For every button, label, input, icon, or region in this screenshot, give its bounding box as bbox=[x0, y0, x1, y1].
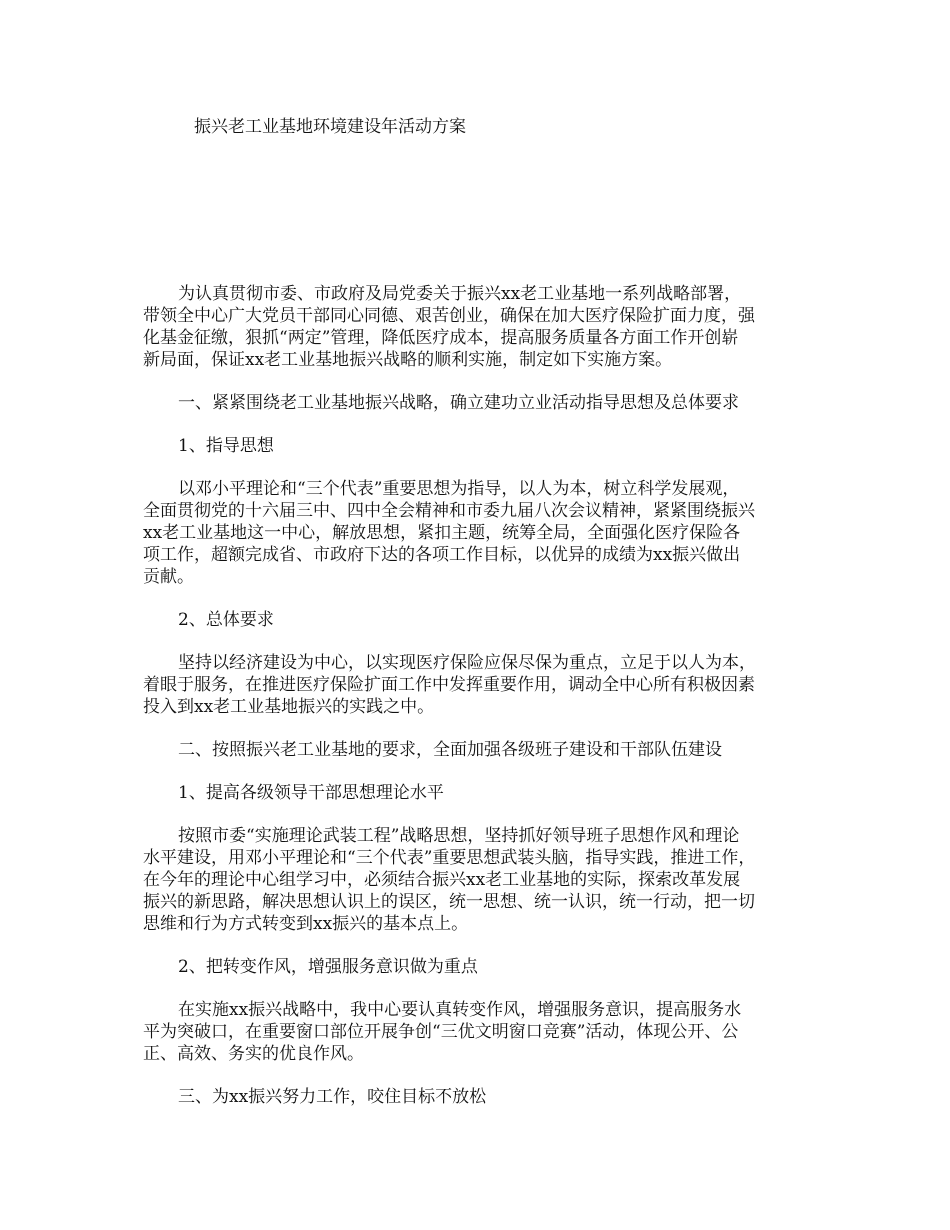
document-title: 振兴老工业基地环境建设年活动方案 bbox=[194, 117, 466, 137]
document-body bbox=[143, 283, 823, 1129]
guiding-thought-paragraph bbox=[143, 478, 823, 588]
service-awareness-paragraph bbox=[143, 999, 823, 1065]
text-line: 在今年的理论中心组学习中，必须结合振兴xx老工业基地的实际，探索改革发展 bbox=[143, 870, 741, 890]
subsection-heading-2-1: 1、提高各级领导干部思想理论水平 bbox=[178, 783, 444, 803]
text-line: 投入到xx老工业基地振兴的实践之中。 bbox=[143, 697, 435, 717]
text-line: 振兴的新思路，解决思想认识上的误区，统一思想、统一认识，统一行动，把一切 bbox=[143, 892, 755, 912]
text-line: 化基金征缴，狠抓“两定”管理，降低医疗成本，提高服务质量各方面工作开创崭 bbox=[143, 328, 739, 348]
text-line: 水平建设，用邓小平理论和“三个代表”重要思想武装头脑，指导实践，推进工作， bbox=[143, 848, 756, 868]
text-line: 在实施xx振兴战略中，我中心要认真转变作风，增强服务意识，提高服务水 bbox=[178, 1000, 742, 1020]
text-line: 新局面，保证xx老工业基地振兴战略的顺利实施，制定如下实施方案。 bbox=[143, 350, 673, 370]
text-line: 贡献。 bbox=[143, 567, 194, 587]
subsection-heading-2-2: 2、把转变作风，增强服务意识做为重点 bbox=[178, 957, 478, 977]
text-line: 正、高效、务实的优良作风。 bbox=[143, 1044, 364, 1064]
text-line: 全面贯彻党的十六届三中、四中全会精神和市委九届八次会议精神，紧紧围绕振兴 bbox=[143, 501, 755, 521]
text-line: 着眼于服务，在推进医疗保险扩面工作中发挥重要作用，调动全中心所有积极因素 bbox=[143, 675, 755, 695]
text-line: 按照市委“实施理论武装工程”战略思想，坚持抓好领导班子思想作风和理论 bbox=[178, 826, 740, 846]
text-line: 带领全中心广大党员干部同心同德、艰苦创业，确保在加大医疗保险扩面力度，强 bbox=[143, 306, 755, 326]
section-heading-1: 一、紧紧围绕老工业基地振兴战略，确立建功立业活动指导思想及总体要求 bbox=[178, 393, 739, 413]
theory-level-paragraph bbox=[143, 825, 823, 935]
text-line: 为认真贯彻市委、市政府及局党委关于振兴xx老工业基地一系列战略部署， bbox=[178, 284, 742, 304]
text-line: 项工作，超额完成省、市政府下达的各项工作目标，以优异的成绩为xx振兴做出 bbox=[143, 545, 741, 565]
overall-requirements-paragraph bbox=[143, 652, 823, 718]
subsection-heading-1-2: 2、总体要求 bbox=[178, 610, 274, 630]
intro-paragraph bbox=[143, 283, 823, 371]
text-line: 思维和行为方式转变到xx振兴的基本点上。 bbox=[143, 914, 469, 934]
section-heading-3: 三、为xx振兴努力工作，咬住目标不放松 bbox=[178, 1087, 487, 1107]
subsection-heading-1-1: 1、指导思想 bbox=[178, 436, 274, 456]
section-heading-2: 二、按照振兴老工业基地的要求，全面加强各级班子建设和干部队伍建设 bbox=[178, 740, 722, 760]
text-line: 平为突破口，在重要窗口部位开展争创“三优文明窗口竞赛”活动，体现公开、公 bbox=[143, 1022, 739, 1042]
text-line: 以邓小平理论和“三个代表”重要思想为指导，以人为本，树立科学发展观， bbox=[178, 479, 740, 499]
text-line: 坚持以经济建设为中心，以实现医疗保险应保尽保为重点，立足于以人为本， bbox=[178, 653, 756, 673]
text-line: xx老工业基地这一中心，解放思想，紧扣主题，统筹全局，全面强化医疗保险各 bbox=[143, 523, 741, 543]
